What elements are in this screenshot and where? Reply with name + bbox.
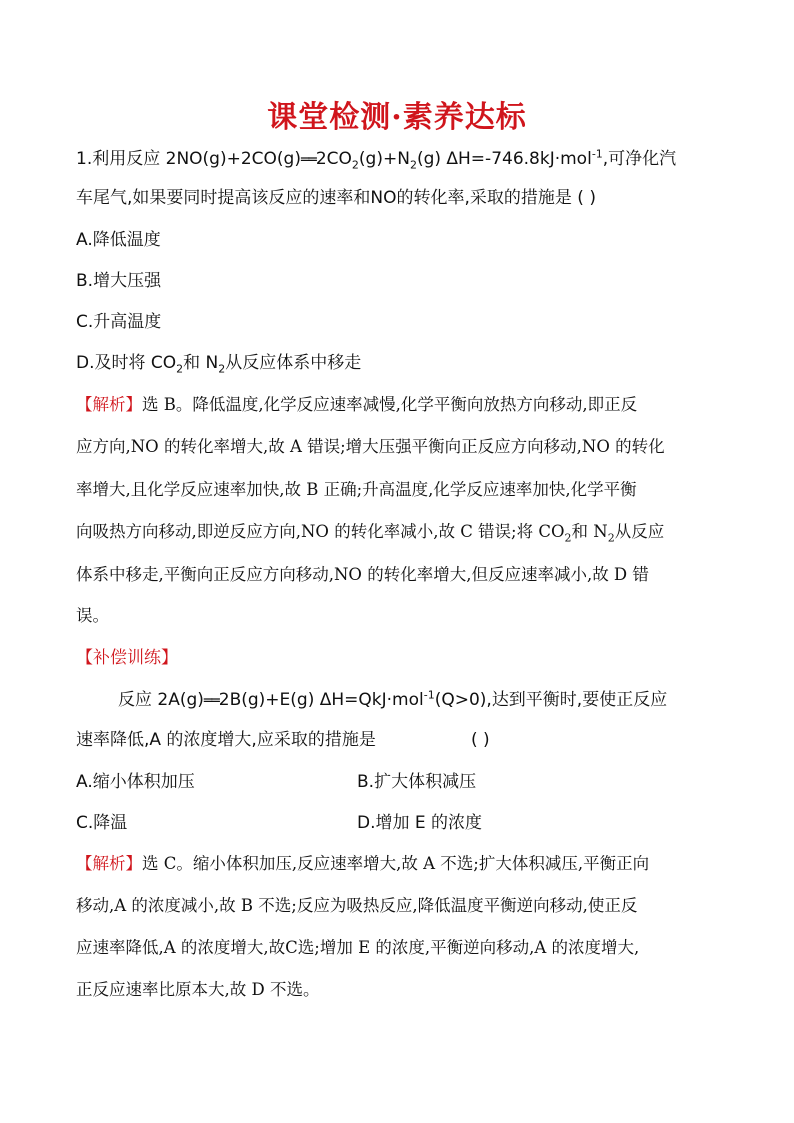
subscript: 2 [176,362,184,376]
q1-text-c: (g)+N [358,149,410,169]
q1-text-a: 1.利用反应 2NO(g)+2CO(g) [76,149,301,169]
analysis-1-line-2: 应方向,NO 的转化率增大,故 A 错误;增大压强平衡向正反应方向移动,NO 的转化 [76,437,665,456]
q1-option-d-text-b: 和 N [183,353,219,373]
analysis-1-line-5: 体系中移走,平衡向正反应方向移动,NO 的转化率增大,但反应速率减小,故 D 错 [76,565,649,584]
analysis-1-line-6: 误。 [76,606,109,625]
subscript: 2 [351,158,359,172]
supp-options-row-2 [76,812,736,834]
subscript: 2 [607,531,615,545]
analysis-1-line-3: 率增大,且化学反应速率加快,故 B 正确;升高温度,化学反应速率加快,化学平衡 [76,480,637,499]
subscript: 2 [218,362,226,376]
analysis-2-text: 选 C。缩小体积加压,反应速率增大,故 A 不选;扩大体积减压,平衡正向 [142,854,650,873]
superscript: -1 [591,147,603,161]
supp-text-b: 2B(g)+E(g) ΔH=QkJ·mol [218,690,424,710]
analysis-label: 【解析】 [76,395,142,414]
analysis-label: 【解析】 [76,854,142,873]
analysis-1-line-4 [76,521,736,543]
subscript: 2 [564,531,572,545]
supplementary-question-line-1 [118,689,738,712]
q1-option-d-text-a: D.及时将 CO [76,353,177,373]
supp-option-a: A.缩小体积加压 [76,772,195,792]
supplementary-question-line-2 [76,729,736,751]
supp-question-text: 速率降低,A 的浓度增大,应采取的措施是 [76,730,376,750]
supp-options-row-1 [76,771,736,793]
page-title: 课堂检测·素养达标 [267,100,527,135]
supplementary-training-label: 【补偿训练】 [76,648,178,668]
superscript: -1 [423,688,435,702]
equilibrium-sign: ══ [300,152,316,168]
analysis-1-line-1 [76,394,736,416]
analysis-2-line-1 [76,853,736,875]
question-1-line-2: 车尾气,如果要同时提高该反应的速率和NO的转化率,采取的措施是 ( ) [76,188,596,208]
supp-option-c: C.降温 [76,813,128,833]
analysis-2-line-4: 正反应速率比原本大,故 D 不选。 [76,980,320,999]
q1-text-e: ,可净化汽 [602,149,677,169]
analysis-1-line-4-text-a: 向吸热方向移动,即逆反应方向,NO 的转化率减小,故 C 错误;将 CO [76,522,565,541]
q1-text-b: 2CO [315,149,352,169]
supp-text-a: 反应 2A(g) [118,690,204,710]
analysis-2-line-2: 移动,A 的浓度减小,故 B 不选;反应为吸热反应,降低温度平衡逆向移动,使正反 [76,896,638,915]
subscript: 2 [409,158,417,172]
analysis-1-line-4-text-b: 和 N [571,522,608,541]
answer-parentheses: ( ) [471,730,490,750]
q1-option-b: B.增大压强 [76,271,162,291]
analysis-1-line-4-text-c: 从反应 [614,522,665,541]
analysis-2-line-3: 应速率降低,A 的浓度增大,故C选;增加 E 的浓度,平衡逆向移动,A 的浓度增大, [76,938,640,957]
q1-option-d [76,352,736,374]
supp-text-c: (Q>0),达到平衡时,要使正反应 [434,690,668,710]
analysis-1-text: 选 B。降低温度,化学反应速率减慢,化学平衡向放热方向移动,即正反 [142,395,638,414]
q1-option-d-text-c: 从反应体系中移走 [225,353,362,373]
supp-option-d: D.增加 E 的浓度 [357,813,483,833]
equilibrium-sign: ══ [203,693,219,709]
supp-option-b: B.扩大体积减压 [357,772,477,792]
question-1-line-1 [76,148,736,171]
q1-option-a: A.降低温度 [76,230,161,250]
q1-option-c: C.升高温度 [76,312,162,332]
q1-text-d: (g) ΔH=-746.8kJ·mol [416,149,592,169]
